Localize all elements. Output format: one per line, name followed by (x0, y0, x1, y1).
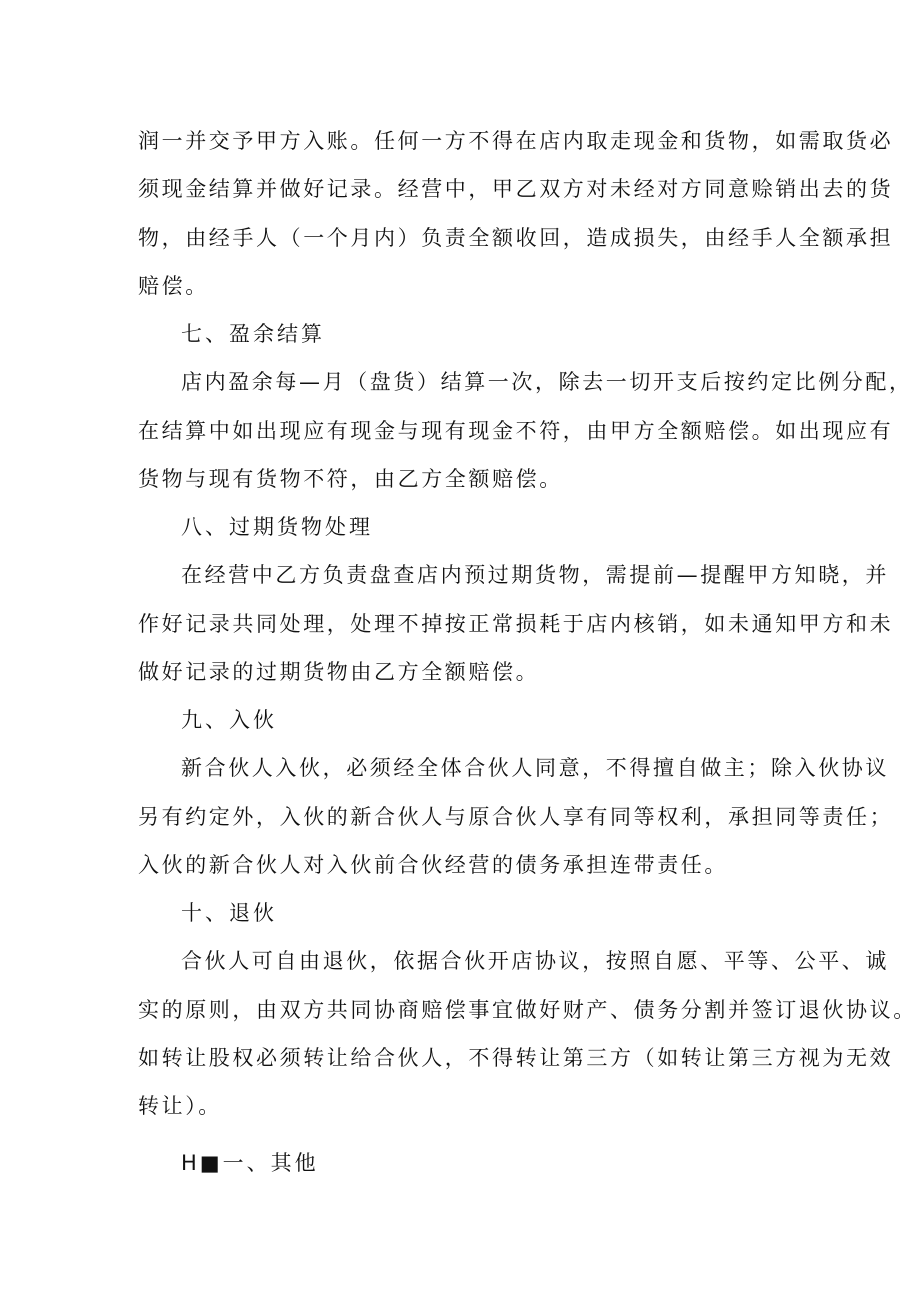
paragraph-line: 新合伙人入伙，必须经全体合伙人同意，不得擅自做主；除入伙协议 (181, 756, 889, 780)
section-heading-joining: 九、入伙 (181, 708, 277, 732)
paragraph-line: 店内盈余每—月（盘货）结算一次，除去一切开支后按约定比例分配， (181, 370, 913, 394)
paragraph-line: 另有约定外，入伙的新合伙人与原合伙人享有同等权利，承担同等责任； (138, 805, 894, 829)
paragraph-line: 货物与现有货物不符，由乙方全额赔偿。 (138, 467, 563, 491)
paragraph-line: 须现金结算并做好记录。经营中，甲乙双方对未经对方同意赊销出去的货 (138, 177, 894, 201)
paragraph-line: 赔偿。 (138, 274, 209, 298)
section-heading-surplus: 七、盈余结算 (181, 322, 325, 346)
paragraph-line: 在经营中乙方负责盘查店内预过期货物，需提前—提醒甲方知晓，并 (181, 563, 889, 587)
paragraph-line: 在结算中如出现应有现金与现有现金不符，由甲方全额赔偿。如出现应有 (138, 419, 894, 443)
paragraph-line: 作好记录共同处理，处理不掉按正常损耗于店内核销，如未通知甲方和未 (138, 612, 894, 636)
paragraph-line: 如转让股权必须转让给合伙人，不得转让第三方（如转让第三方视为无效 (138, 1046, 894, 1070)
paragraph-line: 入伙的新合伙人对入伙前合伙经营的债务承担连带责任。 (138, 853, 728, 877)
paragraph-line: 润一并交予甲方入账。任何一方不得在店内取走现金和货物，如需取货必 (138, 129, 894, 153)
paragraph-line: 转让）。 (138, 1094, 222, 1118)
section-heading-expired-goods: 八、过期货物处理 (181, 515, 373, 539)
paragraph-line: 做好记录的过期货物由乙方全额赔偿。 (138, 660, 540, 684)
paragraph-line: 物，由经手人（一个月内）负责全额收回，造成损失，由经手人全额承担 (138, 226, 894, 250)
section-heading-withdrawal: 十、退伙 (181, 901, 277, 925)
paragraph-line: 实的原则，由双方共同协商赔偿事宜做好财产、债务分割并签订退伙协议。 (138, 998, 917, 1022)
section-heading-other: H■一、其他 (181, 1151, 319, 1175)
paragraph-line: 合伙人可自由退伙，依据合伙开店协议，按照自愿、平等、公平、诚 (181, 949, 889, 973)
